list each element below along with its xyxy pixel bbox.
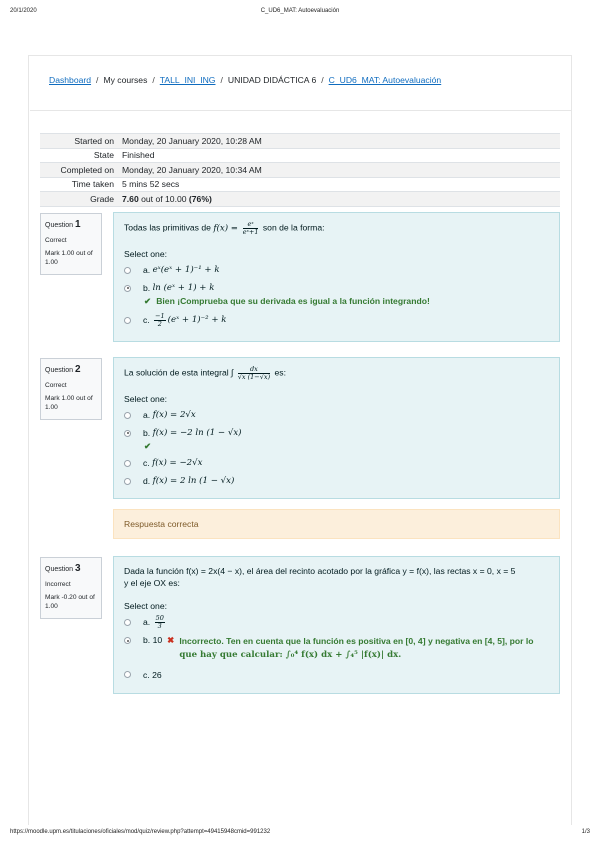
breadcrumb-unit: UNIDAD DIDÁCTICA 6 xyxy=(227,75,317,85)
answer-option-b[interactable]: b. ln (eˣ + 1) + k xyxy=(124,281,549,295)
radio-button[interactable] xyxy=(124,671,131,678)
summary-value xyxy=(122,194,212,204)
question-text: La solución de esta integral ∫ $\frac{dx}{√x (1-√x)}$ es: xyxy=(124,365,286,381)
answer-option-c[interactable]: c. 26 xyxy=(124,668,549,682)
breadcrumb-separator: / xyxy=(152,75,155,85)
breadcrumb-my-courses: My courses xyxy=(103,75,148,85)
answer-option-a[interactable]: a. eˣ(eˣ + 1)⁻¹ + k xyxy=(124,263,549,277)
cross-icon: ✖ xyxy=(167,635,175,646)
select-one-label: Select one: xyxy=(124,249,167,259)
radio-button[interactable] xyxy=(124,317,131,324)
summary-row-time-taken xyxy=(40,178,560,193)
breadcrumb-separator: / xyxy=(96,75,99,85)
radio-button[interactable] xyxy=(124,267,131,274)
question-state: Incorrect xyxy=(45,580,71,588)
summary-value: Finished xyxy=(122,150,155,161)
breadcrumb xyxy=(49,75,441,85)
radio-button-selected[interactable] xyxy=(124,285,131,292)
summary-row-grade xyxy=(40,192,560,207)
summary-label: Completed on xyxy=(60,164,114,175)
question-mark: Mark 1.00 out of 1.00 xyxy=(45,395,93,412)
answer-option-c[interactable]: c. f(x) = −2√x xyxy=(124,456,549,470)
question-number: Question 2 xyxy=(45,364,81,375)
question-text: Dada la función f(x) = 2x(4 − x), el área del recinto acotado por la gráfica y = f(x), las rectas x = 0, x = 5 y el eje OX es: xyxy=(124,566,516,589)
question-2-outcome: Respuesta correcta xyxy=(113,509,560,539)
radio-button[interactable] xyxy=(124,478,131,485)
print-date: 20/1/2020 xyxy=(10,8,37,14)
answer-option-b[interactable]: b. 10 ✖ Incorrecto. Ten en cuenta que la función es positiva en [0, 4] y negativa en [4, 5], por lo que hay que calcular: ∫₀⁴ f(x) dx + ∫₄⁵ |f(x)| dx. xyxy=(124,635,549,662)
question-2-info xyxy=(40,358,102,420)
question-mark: Mark -0.20 out of 1.00 xyxy=(45,594,95,611)
summary-row-completed xyxy=(40,163,560,178)
grade-out-of: out of 10.00 xyxy=(138,193,189,204)
breadcrumb-dashboard[interactable]: Dashboard xyxy=(49,75,92,85)
print-doc-title: C_UD6_MAT: Autoevaluación xyxy=(260,8,340,14)
summary-value: Monday, 20 January 2020, 10:28 AM xyxy=(122,135,262,146)
answer-feedback: ✔ Bien ¡Comprueba que su derivada es igual a la función integrando! xyxy=(144,296,430,306)
breadcrumb-container xyxy=(30,56,572,111)
answer-option-b[interactable]: b. f(x) = −2 ln (1 − √x) xyxy=(124,426,549,440)
radio-button-selected[interactable] xyxy=(124,430,131,437)
question-text: Todas las primitivas de f(x) = $\frac{\text{eˣ}}{\text{eˣ+1}}$ son de la forma: xyxy=(124,220,325,236)
select-one-label: Select one: xyxy=(124,601,167,612)
answer-feedback xyxy=(144,441,549,452)
question-2-content xyxy=(113,357,560,499)
answer-option-c[interactable]: c. $\frac{-1}{2}$ (eˣ + 1)⁻² + k xyxy=(124,313,549,327)
question-state: Correct xyxy=(45,236,67,244)
question-state: Correct xyxy=(45,381,67,389)
radio-button[interactable] xyxy=(124,619,131,626)
question-1-content xyxy=(113,212,560,342)
summary-label: Started on xyxy=(74,135,114,146)
select-one-label: Select one: xyxy=(124,394,167,404)
summary-row-started xyxy=(40,134,560,149)
grade-score: 7.60 xyxy=(122,193,139,204)
check-icon: ✔ xyxy=(144,441,152,451)
question-number: Question 1 xyxy=(45,219,81,230)
print-url: https://moodle.upm.es/titulaciones/oficiales/mod/quiz/review.php?attempt=49415948cmid=991232 xyxy=(10,829,271,835)
radio-button[interactable] xyxy=(124,460,131,467)
summary-value: 5 mins 52 secs xyxy=(122,179,180,190)
radio-button-selected[interactable] xyxy=(124,637,131,644)
check-icon: ✔ xyxy=(144,296,152,306)
breadcrumb-separator: / xyxy=(321,75,324,85)
answer-feedback: Incorrecto. Ten en cuenta que la función es positiva en [0, 4] y negativa en [4, 5], por lo que hay que calcular: ∫₀⁴ f(x) dx + ∫₄⁵ |f(x)| dx. xyxy=(179,636,534,660)
question-3-info xyxy=(40,557,102,619)
question-1-info xyxy=(40,213,102,275)
radio-button[interactable] xyxy=(124,412,131,419)
grade-percent: (76%) xyxy=(188,193,212,204)
breadcrumb-separator: / xyxy=(220,75,223,85)
question-number: Question 3 xyxy=(45,563,81,574)
summary-label: Time taken xyxy=(71,179,114,190)
question-3-content xyxy=(113,556,560,694)
breadcrumb-quiz[interactable]: C_UD6_MAT: Autoevaluación xyxy=(328,75,442,85)
breadcrumb-course[interactable]: TALL_INI_ING xyxy=(159,75,216,85)
summary-label: State xyxy=(93,150,114,161)
question-mark: Mark 1.00 out of 1.00 xyxy=(45,250,93,267)
answer-option-a[interactable]: a. f(x) = 2√x xyxy=(124,408,549,422)
attempt-summary-table xyxy=(40,133,560,207)
answer-option-d[interactable]: d. f(x) = 2 ln (1 − √x) xyxy=(124,474,549,488)
print-page-number: 1/3 xyxy=(581,829,590,835)
summary-row-state xyxy=(40,149,560,164)
answer-option-a[interactable]: a. $\frac{50}{3}$ xyxy=(124,615,549,629)
summary-value: Monday, 20 January 2020, 10:34 AM xyxy=(122,164,262,175)
summary-label: Grade xyxy=(90,193,114,204)
